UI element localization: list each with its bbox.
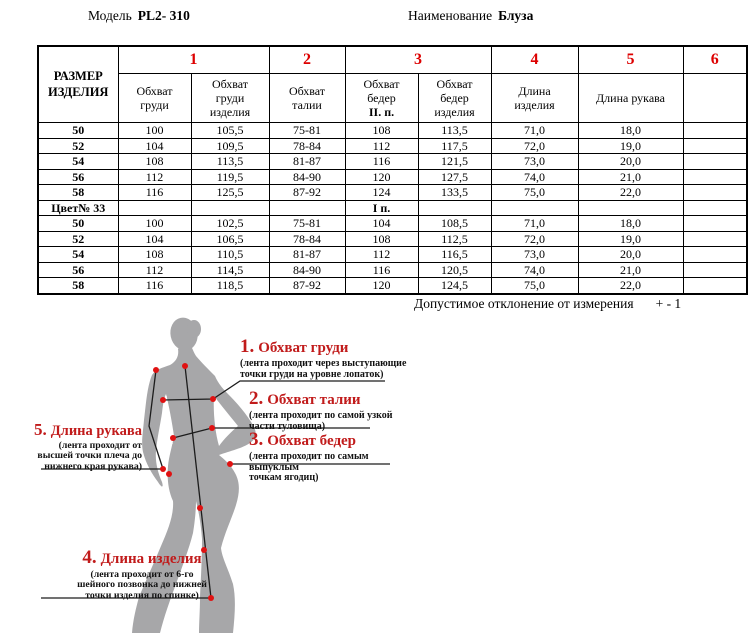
table-cell: 18,0 — [578, 123, 683, 139]
table-cell: 119,5 — [191, 169, 269, 185]
col-garment-length: Длина изделия — [491, 74, 578, 123]
table-cell: 104 — [118, 231, 191, 247]
table-row — [38, 154, 747, 170]
table-cell: 108 — [118, 247, 191, 263]
table-row — [38, 247, 747, 263]
table-cell: 116 — [118, 185, 191, 201]
table-cell: 58 — [38, 185, 118, 201]
table-cell: 113,5 — [418, 123, 491, 139]
table-cell — [191, 200, 269, 216]
col-sleeve-length: Длина рукава — [578, 74, 683, 123]
annotation-title: 1. Обхват груди — [240, 336, 349, 357]
table-cell: 120 — [345, 169, 418, 185]
table-cell: 112 — [345, 247, 418, 263]
table-cell: 100 — [118, 216, 191, 232]
table-cell: 116 — [118, 278, 191, 294]
table-cell: 75,0 — [491, 185, 578, 201]
group-number-5: 5 — [578, 46, 683, 74]
size-table — [37, 45, 748, 295]
table-cell: 74,0 — [491, 169, 578, 185]
item-name-value: Блуза — [498, 8, 534, 23]
table-cell: 74,0 — [491, 262, 578, 278]
size-table-body — [38, 123, 747, 294]
table-cell: 116 — [345, 154, 418, 170]
table-cell — [491, 200, 578, 216]
figure-hair — [187, 320, 201, 338]
table-cell: 81-87 — [269, 247, 345, 263]
table-cell: 120 — [345, 278, 418, 294]
group-number-1: 1 — [118, 46, 269, 74]
table-row — [38, 138, 747, 154]
tolerance-text: Допустимое отклонение от измерения — [414, 296, 634, 311]
table-cell: 75,0 — [491, 278, 578, 294]
table-cell: 127,5 — [418, 169, 491, 185]
tolerance-value: + - 1 — [655, 296, 682, 311]
col-hip-girth-group2: Обхват бедер II. п. — [345, 74, 418, 123]
table-cell: 78-84 — [269, 138, 345, 154]
table-cell: 124,5 — [418, 278, 491, 294]
table-cell: 20,0 — [578, 247, 683, 263]
table-row — [38, 200, 747, 216]
table-cell: 19,0 — [578, 231, 683, 247]
table-cell: 104 — [345, 216, 418, 232]
annotation-hip-girth — [249, 429, 419, 484]
col-empty — [683, 74, 747, 123]
table-cell: 120,5 — [418, 262, 491, 278]
table-cell: 114,5 — [191, 262, 269, 278]
table-cell: 75-81 — [269, 123, 345, 139]
table-row — [38, 185, 747, 201]
hip-point-dot — [227, 461, 233, 467]
table-cell: 50 — [38, 123, 118, 139]
table-cell: 112 — [345, 138, 418, 154]
item-name-label: Наименование — [408, 8, 493, 23]
table-cell: 75-81 — [269, 216, 345, 232]
table-cell: 21,0 — [578, 169, 683, 185]
table-cell: 109,5 — [191, 138, 269, 154]
table-cell — [683, 123, 747, 139]
table-row — [38, 123, 747, 139]
table-cell: 104 — [118, 138, 191, 154]
table-row — [38, 262, 747, 278]
annotation-sleeve-length — [30, 420, 142, 472]
table-cell — [683, 231, 747, 247]
table-cell: 117,5 — [418, 138, 491, 154]
col-hip-girth-garment: Обхват бедер изделия — [418, 74, 491, 123]
table-cell: 116,5 — [418, 247, 491, 263]
table-cell — [683, 216, 747, 232]
table-cell: 72,0 — [491, 231, 578, 247]
table-cell — [118, 200, 191, 216]
table-cell: 133,5 — [418, 185, 491, 201]
annotation-desc: (лента проходит по самой узкой части туловища) — [249, 410, 393, 432]
table-cell: 110,5 — [191, 247, 269, 263]
table-cell: 84-90 — [269, 169, 345, 185]
table-cell: 21,0 — [578, 262, 683, 278]
table-cell: 73,0 — [491, 154, 578, 170]
group-number-4: 4 — [491, 46, 578, 74]
table-subheader-row — [38, 74, 747, 123]
table-cell: 100 — [118, 123, 191, 139]
table-cell: 106,5 — [191, 231, 269, 247]
tolerance-note — [414, 296, 681, 312]
annotation-desc: (лента проходит по самым выпуклым точкам ягодиц) — [249, 451, 369, 484]
annotation-chest-girth — [240, 336, 410, 380]
annotation-desc: (лента проходит через выступающие точки груди на уровне лопаток) — [240, 358, 407, 380]
wrist-dot-2 — [166, 471, 172, 477]
item-name-line — [408, 8, 533, 24]
table-cell: 113,5 — [191, 154, 269, 170]
table-cell: 112 — [118, 262, 191, 278]
col-chest-girth-garment: Обхват груди изделия — [191, 74, 269, 123]
table-cell: 87-92 — [269, 278, 345, 294]
length-mid-dot-1 — [197, 505, 203, 511]
table-cell: 71,0 — [491, 123, 578, 139]
table-cell: 22,0 — [578, 185, 683, 201]
table-cell: 50 — [38, 216, 118, 232]
table-cell: 118,5 — [191, 278, 269, 294]
col-waist-girth: Обхват талии — [269, 74, 345, 123]
table-cell: 121,5 — [418, 154, 491, 170]
table-row — [38, 231, 747, 247]
table-cell: 58 — [38, 278, 118, 294]
table-cell — [683, 169, 747, 185]
table-cell: 81-87 — [269, 154, 345, 170]
table-cell — [683, 138, 747, 154]
table-cell: 78-84 — [269, 231, 345, 247]
table-cell: 84-90 — [269, 262, 345, 278]
table-cell: 71,0 — [491, 216, 578, 232]
table-cell — [683, 200, 747, 216]
table-cell: 72,0 — [491, 138, 578, 154]
table-cell: 73,0 — [491, 247, 578, 263]
waist-body-dot — [170, 435, 176, 441]
annotation-desc: (лента проходит от высшей точки плеча до нижнего края рукава) — [37, 440, 142, 472]
table-cell: 116 — [345, 262, 418, 278]
wrist-dot — [160, 466, 166, 472]
table-cell: 112 — [118, 169, 191, 185]
model-label: Модель — [88, 8, 132, 23]
table-cell: 54 — [38, 247, 118, 263]
table-cell — [683, 278, 747, 294]
table-cell: 52 — [38, 231, 118, 247]
table-cell — [578, 200, 683, 216]
table-row — [38, 216, 747, 232]
table-cell: 105,5 — [191, 123, 269, 139]
annotation-title: 3. Обхват бедер — [249, 429, 357, 450]
annotation-desc: (лента проходит от 6-го шейного позвонка до нижней точки изделия по спинке) — [77, 569, 207, 601]
group-number-2: 2 — [269, 46, 345, 74]
shoulder-point-dot — [153, 367, 159, 373]
model-line — [88, 8, 190, 24]
table-cell — [683, 185, 747, 201]
table-cell: 125,5 — [191, 185, 269, 201]
annotation-title: 2. Обхват талии — [249, 388, 361, 409]
table-cell: 52 — [38, 138, 118, 154]
table-cell: 108 — [118, 154, 191, 170]
table-cell — [683, 262, 747, 278]
table-cell: 108 — [345, 123, 418, 139]
annotation-garment-length — [66, 547, 218, 601]
table-cell: 19,0 — [578, 138, 683, 154]
group-number-6: 6 — [683, 46, 747, 74]
table-cell: 54 — [38, 154, 118, 170]
table-cell: 102,5 — [191, 216, 269, 232]
table-cell: 22,0 — [578, 278, 683, 294]
table-cell: 112,5 — [418, 231, 491, 247]
table-row — [38, 169, 747, 185]
table-cell — [683, 154, 747, 170]
table-cell: 124 — [345, 185, 418, 201]
table-cell: 87-92 — [269, 185, 345, 201]
table-cell: 108,5 — [418, 216, 491, 232]
annotation-title: 4. Длина изделия — [82, 547, 202, 568]
neck-point-dot — [182, 363, 188, 369]
size-column-header: РАЗМЕР ИЗДЕЛИЯ — [38, 46, 118, 123]
group-number-3: 3 — [345, 46, 491, 74]
annotation-waist-girth — [249, 388, 419, 432]
table-row — [38, 278, 747, 294]
table-cell: 20,0 — [578, 154, 683, 170]
table-cell: 56 — [38, 262, 118, 278]
table-cell — [418, 200, 491, 216]
table-cell: 18,0 — [578, 216, 683, 232]
table-cell: 108 — [345, 231, 418, 247]
model-value: PL2- 310 — [137, 8, 190, 23]
annotation-title: 5. Длина рукава — [33, 420, 142, 439]
table-cell — [683, 247, 747, 263]
table-cell: I п. — [345, 200, 418, 216]
chest-left-dot — [160, 397, 166, 403]
col-chest-girth: Обхват груди — [118, 74, 191, 123]
chest-right-dot — [210, 396, 216, 402]
waist-line-dot — [209, 425, 215, 431]
table-group-row — [38, 46, 747, 74]
table-cell: Цвет№ 33 — [38, 200, 118, 216]
table-cell — [269, 200, 345, 216]
table-cell: 56 — [38, 169, 118, 185]
